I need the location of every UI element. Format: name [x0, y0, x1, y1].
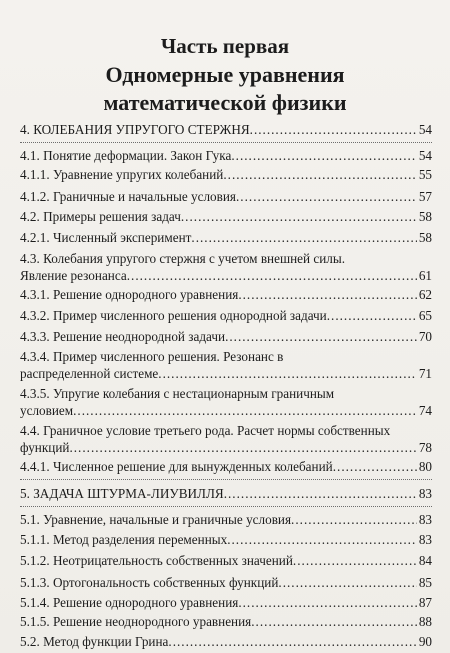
toc-entry-title: 5.1.3. Ортогональность собственных функций: [20, 575, 279, 590]
toc-entry: [20, 634, 432, 651]
toc-entry: [20, 459, 432, 476]
toc-entry-page: 87: [418, 595, 432, 610]
toc-entry-title: 5.1.2. Неотрицательность собственных значений: [20, 553, 293, 568]
toc-entry: [20, 148, 432, 165]
toc-entry-page: 54: [418, 148, 432, 163]
toc-entry-page: 83: [418, 486, 432, 501]
dot-leader: [127, 268, 417, 285]
dot-leader: [73, 403, 417, 420]
toc-entry-title: 4. КОЛЕБАНИЯ УПРУГОГО СТЕРЖНЯ: [20, 122, 250, 137]
dot-leader: [224, 486, 417, 503]
dot-leader: [291, 512, 417, 529]
toc-entry: [20, 209, 432, 226]
toc-entry-page: 58: [418, 209, 432, 224]
dot-leader: [238, 287, 416, 304]
toc-entry-title: Явление резонанса: [20, 267, 127, 283]
toc-entry: [20, 167, 432, 184]
toc-entry: [20, 423, 432, 456]
toc-entry: [20, 287, 432, 304]
toc-entry-page: 65: [418, 308, 432, 323]
toc-entry: [20, 614, 432, 631]
toc-entry-title: 5.1. Уравнение, начальные и граничные условия: [20, 512, 292, 527]
toc-entry: [20, 251, 432, 284]
toc-entry: [20, 122, 432, 139]
separator-line: [20, 142, 432, 144]
toc-entry: [20, 512, 432, 529]
part-label: Часть первая: [160, 34, 290, 58]
toc-entry-title: 4.1. Понятие деформации. Закон Гука: [20, 148, 232, 163]
dot-leader: [231, 148, 416, 165]
toc-entry-title: 5.1.1. Метод разделения переменных: [20, 532, 228, 547]
toc-entry-title: 4.4.1. Численное решение для вынужденных колебаний: [20, 459, 333, 474]
toc-entry-page: 55: [418, 167, 432, 182]
toc-entry-title: 4.3.1. Решение однородного уравнения: [20, 287, 239, 302]
toc-entry-page: 54: [418, 122, 432, 137]
toc-entry-title-line-1: 4.3.5. Упругие колебания с нестационарным граничным: [20, 386, 335, 401]
toc-entry-page: 61: [418, 267, 432, 283]
toc-entry: [20, 575, 432, 592]
dot-leader: [251, 614, 417, 631]
dot-leader: [69, 440, 416, 457]
toc-entry: [20, 553, 432, 570]
toc-entry-title: 5.2. Метод функции Грина: [20, 634, 169, 649]
dot-leader: [236, 189, 417, 206]
toc-entry-title: условием: [20, 402, 74, 418]
toc-entry: [20, 595, 432, 612]
dot-leader: [168, 634, 416, 651]
toc-entry-title: 5.1.5. Решение неоднородного уравнения: [20, 614, 252, 629]
dot-leader: [227, 532, 417, 549]
toc-entry-page: 70: [418, 329, 432, 344]
toc-entry-page: 90: [418, 634, 432, 649]
dot-leader: [278, 575, 416, 592]
toc-entry-title-line-1: 4.4. Граничное условие третьего рода. Расчет нормы собственных: [20, 423, 391, 438]
toc-entry-page: 74: [418, 402, 432, 418]
toc-entry-title: 4.3.3. Решение неоднородной задачи: [20, 329, 226, 344]
dot-leader: [327, 308, 417, 325]
toc-entry: [20, 349, 432, 382]
dot-leader: [225, 329, 417, 346]
separator-line: [20, 506, 432, 508]
toc-entry-page: 78: [418, 439, 432, 455]
dot-leader: [250, 122, 417, 139]
dot-leader: [223, 167, 416, 184]
toc-entry-page: 58: [418, 230, 432, 245]
toc-entry: [20, 308, 432, 325]
toc-entry-page: 80: [418, 459, 432, 474]
toc-entry-title: распределенной системе: [20, 365, 159, 381]
toc-entry-page: 85: [418, 575, 432, 590]
dot-leader: [191, 230, 416, 247]
toc-entry-title: 4.2.1. Численный эксперимент: [20, 230, 192, 245]
dot-leader: [238, 595, 416, 612]
toc-entry-title-line-1: 4.3.4. Пример численного решения. Резонанс в: [20, 349, 284, 364]
toc-entry-page: 84: [418, 553, 432, 568]
toc-entry-title: 4.2. Примеры решения задач: [20, 209, 181, 224]
part-title-line-1: Одномерные уравнения: [105, 62, 345, 87]
toc-entry-page: 57: [418, 189, 432, 204]
toc-entry: [20, 230, 432, 247]
toc-entry-title: 4.1.2. Граничные и начальные условия: [20, 189, 236, 204]
toc-entry: [20, 486, 432, 503]
toc-entry: [20, 329, 432, 346]
dot-leader: [293, 553, 417, 570]
toc-entry-title: 4.3.2. Пример численного решения однородной задачи: [20, 308, 327, 323]
toc-entry-page: 83: [418, 512, 432, 527]
part-title-line-2: математической физики: [103, 90, 347, 115]
toc-entry-page: 88: [418, 614, 432, 629]
toc-entry: [20, 386, 432, 419]
dot-leader: [181, 209, 417, 226]
dot-leader: [158, 366, 417, 383]
toc-entry-title-line-1: 4.3. Колебания упругого стержня с учетом внешней силы.: [20, 251, 346, 266]
separator-line: [20, 479, 432, 481]
toc-entry-page: 71: [418, 365, 432, 381]
toc-entry-title: функций: [20, 439, 70, 455]
toc-entry: [20, 189, 432, 206]
toc-entry: [20, 532, 432, 549]
toc-entry-page: 62: [418, 287, 432, 302]
toc-entry-title: 5. ЗАДАЧА ШТУРМА-ЛИУВИЛЛЯ: [20, 486, 224, 501]
toc-entry-title: 5.1.4. Решение однородного уравнения: [20, 595, 239, 610]
toc-entry-page: 83: [418, 532, 432, 547]
toc-entry-title: 4.1.1. Уравнение упругих колебаний: [20, 167, 224, 182]
dot-leader: [333, 459, 417, 476]
